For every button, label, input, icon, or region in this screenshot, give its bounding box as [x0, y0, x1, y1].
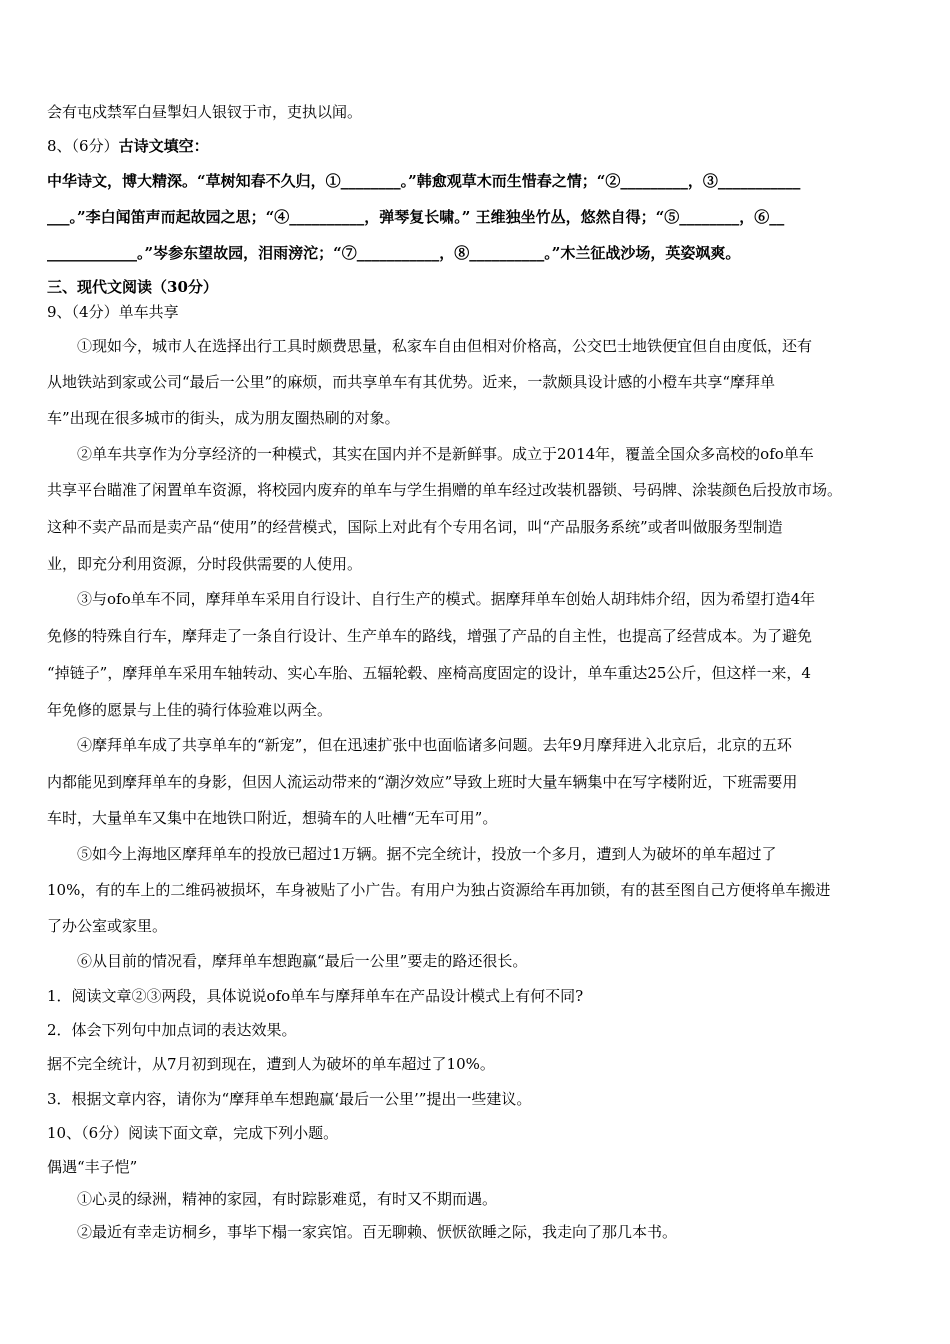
- paragraph-line: 车”出现在很多城市的街头，成为朋友圈热刷的对象。: [47, 409, 400, 427]
- sub-question-2-sentence: 据不完全统计，从7月初到现在，遭到人为破坏的单车超过了10%。: [47, 1055, 495, 1073]
- question-8-title: 古诗文填空：: [118, 137, 209, 155]
- paragraph-line: ①现如今，城市人在选择出行工具时颇费思量，私家车自由但相对价格高，公交巴士地铁便宜但自由度低，还有: [77, 337, 813, 355]
- paragraph-line: ④摩拜单车成了共享单车的“新宠”，但在迅速扩张中也面临诸多问题。去年9月摩拜进入北京后，北京的五环: [77, 736, 792, 754]
- paragraph-line: “掉链子”，摩拜单车采用车轴转动、实心车胎、五辐轮毂、座椅高度固定的设计，单车重达25公斤，但这样一来，4: [47, 664, 811, 682]
- paragraph-line: 从地铁站到家或公司“最后一公里”的麻烦，而共享单车有其优势。近来，一款颇具设计感的小橙车共享“摩拜单: [47, 373, 776, 391]
- paragraph-line: 这种不卖产品而是卖产品“使用”的经营模式，国际上对此有个专用名词，叫“产品服务系统”或者叫做服务型制造: [47, 518, 783, 536]
- article-title: 偶遇“丰子恺”: [47, 1158, 138, 1176]
- paragraph-line: 免修的特殊自行车，摩拜走了一条自行设计、生产单车的路线，增强了产品的自主性，也提高了经营成本。为了避免: [47, 627, 813, 645]
- question-10-heading: 10、（6分）阅读下面文章，完成下列小题。: [47, 1124, 339, 1142]
- question-9-heading: 9、（4分）单车共享: [47, 303, 179, 321]
- paragraph-line: 共享平台瞄准了闲置单车资源，将校园内废弃的单车与学生捐赠的单车经过改装机器锁、号码牌、涂装颜色后投放市场。: [47, 481, 843, 499]
- paragraph-line: ③与ofo单车不同，摩拜单车采用自行设计、自行生产的模式。据摩拜单车创始人胡玮炜介绍，因为希望打造4年: [77, 590, 816, 608]
- paragraph-line: ⑤如今上海地区摩拜单车的投放已超过1万辆。据不完全统计，投放一个多月，遭到人为破坏的单车超过了: [77, 845, 777, 863]
- paragraph-line: 了办公室或家里。: [47, 917, 168, 935]
- paragraph-line: 10%，有的车上的二维码被损坏，车身被贴了小广告。有用户为独占资源给车再加锁，有的甚至图自己方便将单车搬进: [47, 881, 831, 899]
- paragraph-line: ⑥从目前的情况看，摩拜单车想跑赢“最后一公里”要走的路还很长。: [77, 952, 528, 970]
- paragraph-line: 业，即充分利用资源，分时段供需要的人使用。: [47, 555, 363, 573]
- sub-question-3: 3．根据文章内容，请你为“摩拜单车想跑赢‘最后一公里’”提出一些建议。: [47, 1090, 532, 1108]
- paragraph-line: ②单车共享作为分享经济的一种模式，其实在国内并不是新鲜事。成立于2014年，覆盖全国众多高校的ofo单车: [77, 445, 814, 463]
- paragraph-line: 年免修的愿景与上佳的骑行体验难以两全。: [47, 701, 333, 719]
- poetry-fill-line-3: ____________。”岑参东望故园，泪雨滂沱；“⑦___________，⑧__________。”木兰征战沙场，英姿飒爽。: [47, 244, 741, 262]
- poetry-fill-line-1: 中华诗文，博大精深。“草树知春不久归，①________。”韩愈观草木而生惜春之情；“②_________，③___________: [47, 172, 801, 190]
- paragraph-line: 内都能见到摩拜单车的身影，但因人流运动带来的“潮汐效应”导致上班时大量车辆集中在写字楼附近，下班需要用: [47, 773, 798, 791]
- sub-question-2: 2．体会下列句中加点词的表达效果。: [47, 1021, 297, 1039]
- sub-question-1: 1．阅读文章②③两段，具体说说ofo单车与摩拜单车在产品设计模式上有何不同?: [47, 987, 584, 1005]
- paragraph-line: ②最近有幸走访桐乡，事毕下榻一家宾馆。百无聊赖、恹恹欲睡之际，我走向了那几本书。: [77, 1223, 678, 1241]
- poetry-fill-line-2: ___。”李白闻笛声而起故园之思；“④__________，弹琴复长啸。” 王维独坐竹丛，悠然自得；“⑤________，⑥__: [47, 208, 785, 226]
- question-8-label: 8、（6分）: [47, 137, 119, 155]
- text-line: 会有屯戍禁军白昼掣妇人银钗于市，吏执以闻。: [47, 103, 363, 121]
- question-8-heading: [47, 135, 209, 157]
- paragraph-line: ①心灵的绿洲，精神的家园，有时踪影难觅，有时又不期而遇。: [77, 1190, 498, 1208]
- section-3-heading: 三、现代文阅读（30分）: [47, 278, 218, 296]
- paragraph-line: 车时，大量单车又集中在地铁口附近，想骑车的人吐槽“无车可用”。: [47, 809, 498, 827]
